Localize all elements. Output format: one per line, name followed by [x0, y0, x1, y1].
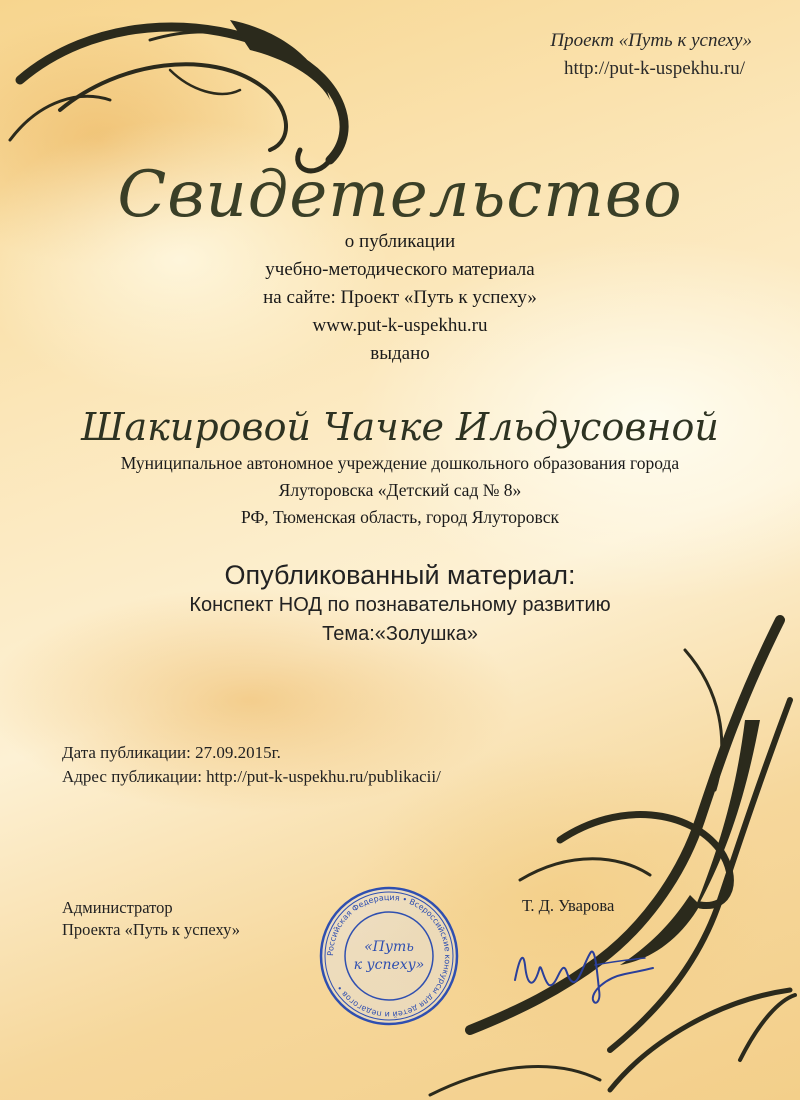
stamp-seal	[318, 885, 460, 1027]
material-topic: Тема:«Золушка»	[322, 623, 478, 645]
publication-address: Адрес публикации: http://put-k-uspekhu.ru/publikacii/	[62, 767, 441, 786]
admin-role-line1: Администратор	[62, 898, 173, 917]
project-title: Проект «Путь к успеху»	[550, 30, 752, 51]
organization-line: Ялуторовска «Детский сад № 8»	[278, 480, 522, 500]
intro-line: о публикации	[344, 231, 456, 252]
intro-line: на сайте: Проект «Путь к успеху»	[263, 287, 537, 308]
admin-name: Т. Д. Уварова	[522, 896, 615, 915]
stamp-center-line1: «Путь	[364, 939, 414, 955]
recipient-name: Шакировой Чачке Ильдусовной	[81, 405, 719, 449]
intro-line: выдано	[370, 343, 430, 364]
organization-line: РФ, Тюменская область, город Ялуторовск	[241, 507, 559, 527]
intro-line: учебно-методического материала	[265, 259, 535, 280]
stamp-center-line2: к успеху»	[353, 957, 425, 973]
organization-line: Муниципальное автономное учреждение дошкольного образования города	[120, 453, 680, 473]
publication-date: Дата публикации: 27.09.2015г.	[62, 743, 281, 762]
organization	[0, 450, 800, 531]
certificate-title: Свидетельство	[117, 158, 683, 232]
material-description: Конспект НОД по познавательному развитию	[189, 594, 611, 616]
material-heading: Опубликованный материал:	[224, 560, 576, 590]
project-url: http://put-k-uspekhu.ru/	[563, 58, 745, 79]
handwritten-signature	[505, 930, 655, 1010]
certificate-intro	[0, 228, 800, 368]
stamp-ring-text: Российская Федерация • Всероссийские конкурсы для детей и педагогов •	[325, 892, 453, 1020]
intro-line: www.put-k-uspekhu.ru	[312, 315, 488, 336]
admin-role-line2: Проекта «Путь к успеху»	[62, 920, 241, 939]
